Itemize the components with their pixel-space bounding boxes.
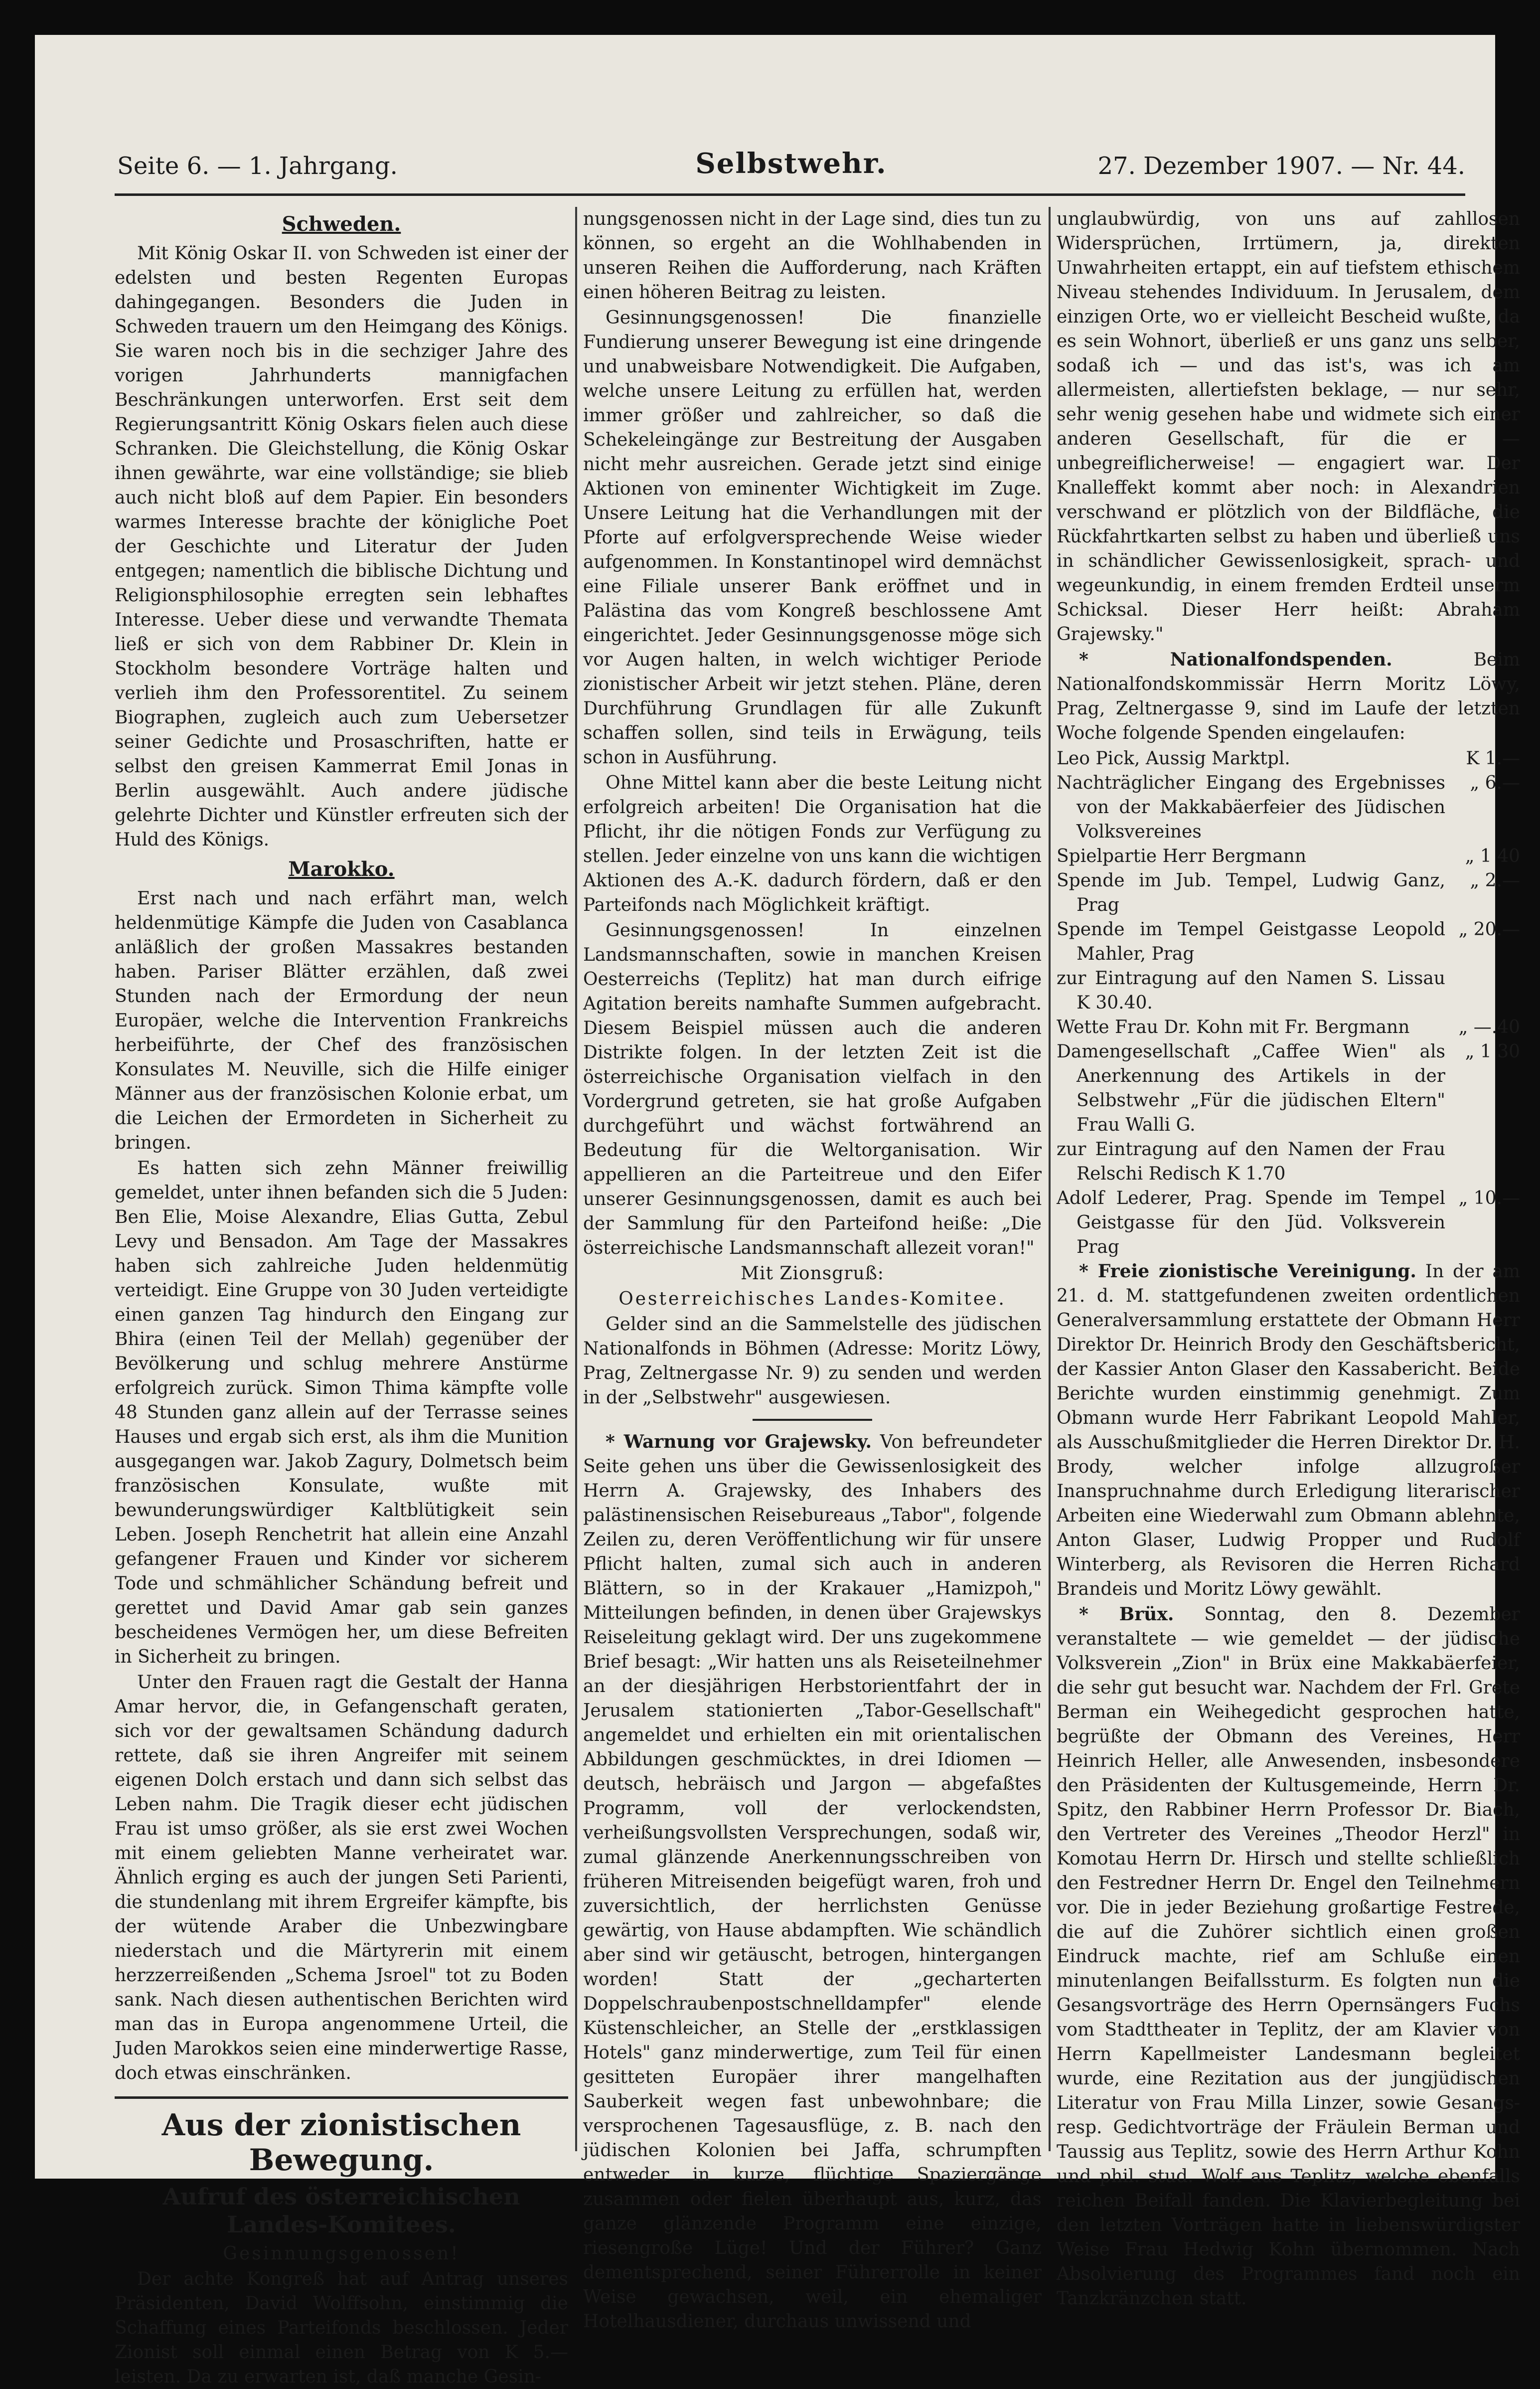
donation-text: zur Eintragung auf den Namen der Frau Relschi Redisch K 1.70: [1057, 1139, 1445, 1184]
header-page-info: Seite 6. — 1. Jahrgang.: [117, 152, 398, 180]
donation-row: [1057, 917, 1520, 966]
section-heading-marokko: Marokko.: [288, 857, 395, 881]
article-paragraph: Gesinnungsgenossen! In einzelnen Landsmannschaften, sowie in manchen Kreisen Oesterreichs (Teplitz) hat man durch eifrige Agitation bereits namhafte Summen aufgebracht. Diesem Beispiel müssen auch die anderen Distrikte folgen. In der letzten Zeit ist die österreichische Organisation vielfach in den Vordergrund getreten, sie hat große Aufgaben durchgeführt und wächst fortwährend an Bedeutung für die Weltorganisation. Wir appellieren an die Parteitreue und den Eifer unserer Gesinnungsgenossen, damit es auch bei der Sammlung für den Parteifond heiße: „Die österreichische Landsmannschaft allezeit voran!": [583, 920, 1042, 1258]
donation-text: Spielpartie Herr Bergmann: [1057, 846, 1307, 866]
article-paragraph: Mit König Oskar II. von Schweden ist einer der edelsten und besten Regenten Europas dahingegangen. Besonders die Juden in Schweden trauern um den Heimgang des Königs. Sie waren noch bis in die sechziger Jahre des vorigen Jahrhunderts mannigfachen Beschränkungen unterworfen. Erst seit dem Regierungsantritt König Oskars fielen auch diese Schranken. Die Gleichstellung, die König Oskar ihnen gewährte, war eine vollständige; sie blieb auch nicht bloß auf dem Papier. Ein besonders warmes Interesse brachte der königliche Poet der Geschichte und Literatur der Juden entgegen; namentlich die biblische Dichtung und Religionsphilosophie erregten sein lebhaftes Interesse. Ueber diese und verwandte Themata ließ er sich von dem Rabbiner Dr. Klein in Stockholm besondere Vorträge halten und verlieh ihm den Professorentitel. Zu seinem Biographen, zugleich auch zum Uebersetzer seiner Gedichte und Prosaschriften, hatte er selbst den greisen Kammerrat Emil Jonas in Berlin ausgewählt. Auch andere jüdische gelehrte Dichter und Künstler erfreuten sich der Huld des Königs.: [115, 243, 568, 850]
article-paragraph: Ohne Mittel kann aber die beste Leitung nicht erfolgreich arbeiten! Die Organisation hat die Pflicht, ihr die nötigen Fonds zur Verfügung zu stellen. Jeder einzelne von uns kann die wichtigen Aktionen des A.-K. dadurch fördern, daß er den Parteifonds nach Möglichkeit kräftigt.: [583, 773, 1042, 915]
article-body-warnung: Von befreundeter Seite gehen uns über die Gewissenlosigkeit des Herrn A. Grajewsky, des Inhabers des palästinensischen Reisebureaus „Tabor", folgende Zeilen zu, deren Veröffentlichung wir für unsere Pflicht halten, zumal sich auch in anderen Blättern, so in der Krakauer „Hamizpoh," Mitteilungen befinden, in denen über Grajewskys Reiseleitung geklagt wird. Der uns zugekommene Brief besagt: „Wir hatten uns als Reiseteilnehmer an der diesjährigen Herbstorientfahrt der in Jerusalem stationierten „Tabor-Gesellschaft" angemeldet und erhielten ein mit orientalischen Abbildungen geschmücktes, in drei Idiomen — deutsch, hebräisch und Jargon — abgefaßtes Programm, voll der verlockendsten, verheißungsvollsten Versprechungen, sodaß wir, zumal glänzende Anerkennungsschreiben von früheren Mitreisenden beigefügt waren, froh und zuversichtlich, der herrlichsten Genüsse gewärtig, von Hause abdampften. Wie schändlich aber sind wir getäuscht, betrogen, hintergangen worden! Statt der „gecharterten Doppelschraubenpostschnelldampfer" elende Küstenschleicher, an Stelle der „erstklassigen Hotels" ganz minderwertige, zum Teil für einen gesitteten Europäer ihrer mangelhaften Sauberkeit wegen fast unbewohnbare; die versprochenen Tagesausflüge, z. B. nach den jüdischen Kolonien bei Jaffa, schrumpften entweder in kurze, flüchtige Spaziergänge zusammen oder fielen überhaupt aus, kurz, das ganze glänzende Programm eine einzige, riesengroße Lüge! Und der Führer? Ganz dementsprechend, seiner Führerrolle in keiner Weise gewachsen, weil, ein ehemaliger Hotelhausdiener, durchaus unwissend und: [583, 1432, 1042, 2332]
donation-text: Wette Frau Dr. Kohn mit Fr. Bergmann: [1057, 1017, 1410, 1037]
donation-text: Nachträglicher Eingang des Ergebnisses von der Makkabäerfeier des Jüdischen Volksvereines: [1057, 773, 1445, 842]
article-title-nationalfonds: * Nationalfondspenden.: [1079, 649, 1392, 670]
article-title-brux: * Brüx.: [1079, 1604, 1174, 1625]
donation-amount: K 1.—: [1466, 748, 1520, 769]
donation-row: [1057, 1015, 1520, 1039]
article-paragraph: Unter den Frauen ragt die Gestalt der Hanna Amar hervor, die, in Gefangenschaft geraten, sich vor der gewaltsamen Schändung dadurch rettete, daß sie ihren Angreifer mit seinem eigenen Dolch erstach und dann sich selbst das Leben nahm. Die Tragik dieser echt jüdischen Frau ist umso größer, als sie erst zwei Wochen mit einem geliebten Manne verheiratet war. Ähnlich erging es auch der jungen Seti Parienti, die stundenlang mit ihrem Ergreifer kämpfte, bis der wütende Araber die Unbezwingbare niederstach und die Märtyrerin mit einem herzzerreißenden „Schema Jsroel" tot zu Boden sank. Nach diesen authentischen Berichten wird man das in Europa angenommene Urteil, die Juden Marokkos seien eine minderwertige Rasse, doch etwas einschränken.: [115, 1672, 568, 2083]
donation-amount: „ 10.—: [1458, 1188, 1520, 1208]
donation-row: [1057, 1137, 1520, 1186]
article-paragraph-brux: [1057, 1602, 1520, 2311]
donation-text: Spende im Tempel Geistgasse Leopold Mahler, Prag: [1057, 919, 1445, 964]
article-paragraph: Der achte Kongreß hat auf Antrag unseres Präsidenten, David Wolffsohn, einstimmig die Schaffung eines Parteifonds beschlossen. Jeder Zionist soll einmal einen Betrag von K 5.— leisten. Da zu erwarten ist, daß manche Gesin-: [115, 2269, 568, 2387]
donation-row: [1057, 746, 1520, 771]
donation-amount: „ 2.—: [1470, 870, 1520, 891]
newspaper-page: [35, 35, 1521, 2387]
article-paragraph-nationalfonds: [1057, 648, 1520, 745]
masthead-title: Selbstwehr.: [695, 147, 887, 180]
article-paragraph: Erst nach und nach erfährt man, welch heldenmütige Kämpfe die Juden von Casablanca anläßlich der großen Massakres bestanden haben. Pariser Blätter erzählen, daß zwei Stunden nach der Ermordung der neun Europäer, welche die Intervention Frankreichs herbeiführte, der Chef des französischen Konsulates M. Neuville, sich die Hilfe einiger Männer aus der französischen Kolonie erbat, um die Leichen der Ermordeten in Sicherheit zu bringen.: [115, 888, 568, 1153]
column-divider-2: [1049, 207, 1051, 2151]
donation-row: [1057, 1186, 1520, 1259]
donation-amount: „ 1 30: [1465, 1041, 1520, 1062]
donation-row: [1057, 771, 1520, 844]
salutation: Gesinnungsgenossen!: [223, 2243, 460, 2264]
column-1: [115, 207, 568, 2387]
article-title-warnung: * Warnung vor Grajewsky.: [606, 1431, 872, 1452]
column-2: [583, 207, 1042, 2332]
column-divider-1: [575, 207, 577, 2151]
header-rule: [115, 193, 1465, 196]
article-body-nationalfonds: Beim Nationalfondskommissär Herrn Moritz Löwy, Prag, Zeltnergasse 9, sind im Laufe der letzten Woche folgende Spenden eingelaufen:: [1057, 650, 1520, 743]
page-header: [117, 147, 1465, 187]
donation-amount: „ 1 40: [1465, 846, 1520, 866]
donation-amount: „ —.40: [1458, 1017, 1520, 1037]
header-date-issue: 27. Dezember 1907. — Nr. 44.: [1097, 152, 1465, 180]
article-paragraph-vereinigung: [1057, 1259, 1520, 1601]
article-paragraph: Gesinnungsgenossen! Die finanzielle Fundierung unserer Bewegung ist eine dringende und unabweisbare Notwendigkeit. Die Aufgaben, welche unsere Leitung zu erfüllen hat, werden immer größer und zahlreicher, so daß die Schekeleingänge zur Bestreitung der Ausgaben nicht mehr ausreichen. Gerade jetzt sind einige Aktionen von eminenter Wichtigkeit im Zuge. Unsere Leitung hat die Verhandlungen mit der Pforte auf erfolgversprechende Weise wieder aufgenommen. In Konstantinopel wird demnächst eine Filiale unserer Bank eröffnet und in Palästina das vom Kongreß beschlossene Amt eingerichtet. Jeder Gesinnungsgenosse möge sich vor Augen halten, in welch wichtiger Periode zionistischer Arbeit wir jetzt stehen. Pläne, deren Durchführung Grundlagen für alle Zukunft schaffen sollen, sind teils in Erwägung, teils schon in Ausführung.: [583, 308, 1042, 768]
donation-amount: „ 6.—: [1470, 773, 1520, 793]
donation-row: [1057, 966, 1520, 1015]
article-paragraph: unglaubwürdig, von uns auf zahllosen Widersprüchen, Irrtümern, ja, direkten Unwahrheiten ertappt, ein auf tiefstem ethischem Niveau stehendes Individuum. In Jerusalem, dem einzigen Orte, wo er vielleicht Bescheid wußte, da es sein Wohnort, überließ er uns ganz uns selber, sodaß ich — und das ist's, was ich am allermeisten, allertiefsten beklage, — nur sehr, sehr wenig gesehen habe und widmete sich einer anderen Gesellschaft, für die er — unbegreiflicherweise! — engagiert war. Der Knalleffekt kommt aber noch: in Alexandrien verschwand er plötzlich von der Bildfläche, die Rückfahrtkarten selbst zu haben und überließ uns in schändlicher Gewissenlosigkeit, sprach- und wegeunkundig, in einem fremden Erdteil unserm Schicksal. Dieser Herr heißt: Abraham Grajewsky.": [1057, 209, 1520, 645]
donation-text: zur Eintragung auf den Namen S. Lissau K 30.40.: [1057, 968, 1445, 1013]
donation-text: Damengesellschaft „Caffee Wien" als Anerkennung des Artikels in der Selbstwehr „Für die jüdischen Eltern" Frau Walli G.: [1057, 1041, 1445, 1135]
section-rule: [753, 1419, 872, 1421]
column-3: [1057, 207, 1521, 2309]
section-heading-zionist-movement: Aus der zionistischen Bewegung.: [161, 2108, 521, 2178]
donation-text: Spende im Jub. Tempel, Ludwig Ganz, Prag: [1057, 870, 1445, 915]
article-paragraph: Es hatten sich zehn Männer freiwillig gemeldet, unter ihnen befanden sich die 5 Juden: Ben Elie, Moise Alexandre, Elias Gutta, Zebul Levy und Bensadon. Am Tage der Massakres haben sich zahlreiche Juden heldenmütig verteidigt. Eine Gruppe von 30 Juden verteidigte einen ganzen Tag hindurch den Eingang zur Bhira (einen Teil der Mellah) gegenüber der Bevölkerung und schlug mehrere Anstürme erfolgreich zurück. Simon Thima kämpfte volle 48 Stunden ganz allein auf der Terrasse seines Hauses und ergab sich erst, als ihm die Munition ausgegangen war. Jakob Zagury, Dolmetsch beim französischen Konsulate, wußte mit bewunderungswürdiger Kaltblütigkeit sein Leben. Joseph Renchetrit hat allein eine Anzahl gefangener Frauen und Kinder vor sicherem Tode und schmählicher Schändung befreit und gerettet und David Amar gab sein ganzes bescheidenes Vermögen her, um diese Befreiten in Sicherheit zu bringen.: [115, 1158, 568, 1667]
greeting: Mit Zionsgruß:: [741, 1263, 884, 1284]
article-title-vereinigung: * Freie zionistische Vereinigung.: [1079, 1261, 1416, 1282]
donation-list: [1057, 746, 1520, 1259]
article-paragraph: Gelder sind an die Sammelstelle des jüdischen Nationalfonds in Böhmen (Adresse: Moritz Löwy, Prag, Zeltnergasse Nr. 9) zu senden und werden in der „Selbstwehr" ausgewiesen.: [583, 1314, 1042, 1408]
article-paragraph-warnung: [583, 1430, 1042, 2334]
donation-row: [1057, 844, 1520, 868]
article-heading-aufruf: Aufruf des österreichischen Landes-Komitees.: [162, 2183, 520, 2238]
donation-row: [1057, 868, 1520, 917]
article-paragraph: nungsgenossen nicht in der Lage sind, dies tun zu können, so ergeht an die Wohlhabenden in unseren Reihen die Aufforderung, nach Kräften einen höheren Beitrag zu leisten.: [583, 209, 1042, 303]
donation-text: Adolf Lederer, Prag. Spende im Tempel Geistgasse für den Jüd. Volksverein Prag: [1057, 1188, 1445, 1257]
section-rule: [115, 2096, 568, 2099]
donation-text: Leo Pick, Aussig Marktpl.: [1057, 748, 1290, 769]
article-body-vereinigung: In der am 21. d. M. stattgefundenen zweiten ordentlichen Generalversammlung erstattete der Obmann Herr Direktor Dr. Heinrich Brody den Geschäftsbericht, der Kassier Anton Glaser den Kassabericht. Beide Berichte wurden einstimmig genehmigt. Zum Obmann wurde Herr Fabrikant Leopold Mahler, als Ausschußmitglieder die Herren Direktor Dr. H. Brody, welcher infolge allzugroßer Inanspruchnahme durch Erledigung literarischer Arbeiten eine Wiederwahl zum Obmann ablehnte, Anton Glaser, Ludwig Propper und Rudolf Winterberg, als Revisoren die Herren Richard Brandeis und Moritz Löwy gewählt.: [1057, 1261, 1521, 1599]
donation-amount: „ 20.—: [1458, 919, 1520, 940]
donation-row: [1057, 1039, 1520, 1137]
committee-signature: Oesterreichisches Landes-Komitee.: [618, 1289, 1006, 1309]
article-body-brux: Sonntag, den 8. Dezember veranstaltete — wie gemeldet — der jüdische Volksverein „Zion" in Brüx eine Makkabäerfeier, die sehr gut besucht war. Nachdem der Frl. Grete Berman ein Weihegedicht gesprochen hatte, begrüßte der Obmann des Vereines, Herr Heinrich Heller, alle Anwesenden, insbesondere den Präsidenten der Kultusgemeinde, Herrn Dr. Spitz, den Rabbiner Herrn Professor Dr. Biach, den Vertreter des Vereines „Theodor Herzl" in Komotau Herrn Dr. Hirsch und stellte schließlich den Festredner Herrn Dr. Engel den Teilnehmern vor. Die in jeder Beziehung großartige Festrede, die auf die Zuhörer sichtlich einen großen Eindruck machte, rief am Schluße einen minutenlangen Beifallssturm. Es folgten nun die Gesangsvorträge des Herrn Opernsängers Fuchs vom Stadttheater in Teplitz, der am Klavier von Herrn Kapellmeister Landesmann begleitet wurde, eine Rezitation aus der jungjüdischen Literatur von Frau Milla Linzer, sowie Gesangs- resp. Gedichtvorträge der Fräulein Berman und Taussig aus Teplitz, sowie des Herrn Arthur Kohn und phil. stud. Wolf aus Teplitz, welche ebenfalls reichen Beifall fanden. Die Klavierbegleitung bei den letzten Vorträgen hatte in liebenswürdigster Weise Frau Hedwig Kohn übernommen. Nach Absolvierung des Programmes fand noch ein Tanzkränzchen statt.: [1057, 1604, 1520, 2309]
section-heading-schweden: Schweden.: [282, 212, 401, 236]
